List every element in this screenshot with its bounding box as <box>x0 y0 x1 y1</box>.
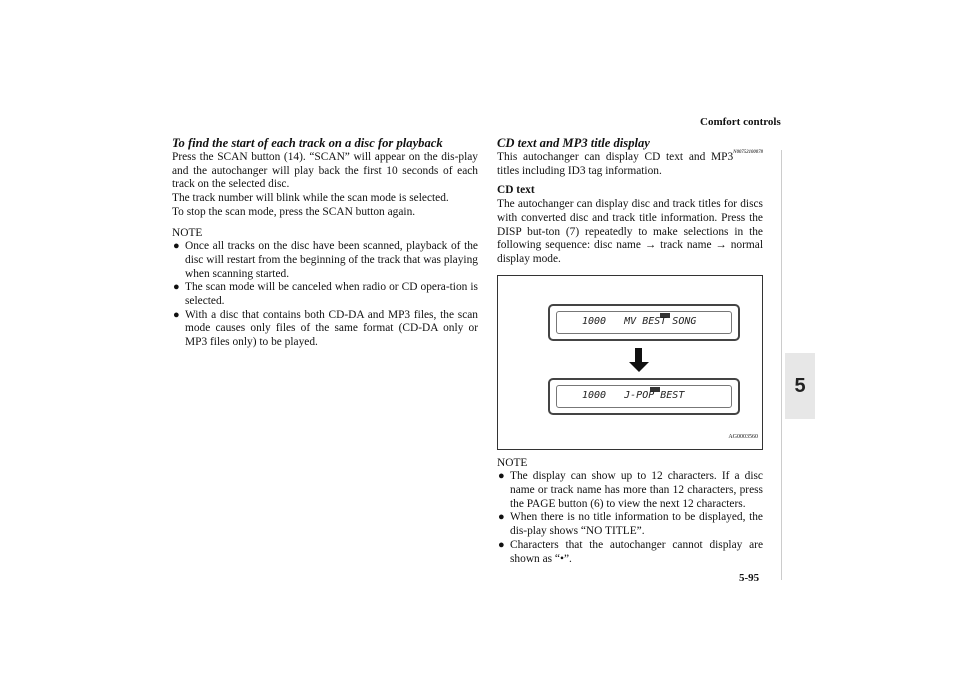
chapter-rule <box>781 150 782 580</box>
scan-notes <box>172 240 478 350</box>
lcd-bottom-text: 1000 J-POP BEST <box>582 389 685 401</box>
bullet-icon: ● <box>173 308 180 321</box>
cd-text-section-title: CD text and MP3 title display N00752100078 <box>497 136 763 151</box>
left-column <box>172 136 478 350</box>
bullet-icon: ● <box>498 511 505 524</box>
scan-paragraph-2: The track number will blink while the scan mode is selected. <box>172 192 449 205</box>
scan-paragraph-1: Press the SCAN button (14). “SCAN” will appear on the dis-play and the autochanger will play back the first 10 seconds of each track on the selected disc. <box>172 151 478 191</box>
figure-code: AG0003560 <box>728 433 758 440</box>
note-item: ● The scan mode will be canceled when radio or CD opera-tion is selected. <box>173 281 478 308</box>
cd-text-notes <box>497 470 763 566</box>
bullet-icon: ● <box>498 470 505 483</box>
cd-text-subheading: CD text <box>497 184 535 197</box>
bullet-icon: ● <box>498 538 505 551</box>
bullet-icon: ● <box>173 281 180 294</box>
page-number: 5-95 <box>739 572 760 584</box>
scan-section-title: To find the start of each track on a disc for playback <box>172 136 443 150</box>
lcd-display-bottom <box>548 378 740 415</box>
note-item: ● Characters that the autochanger cannot display are shown as “•”. <box>498 538 763 565</box>
running-header: Comfort controls <box>700 116 781 128</box>
cd-text-intro: This autochanger can display CD text and MP3 titles including ID3 tag information. <box>497 151 734 177</box>
right-column <box>497 136 763 566</box>
arrow-head-icon <box>629 362 649 372</box>
note-item: ● Once all tracks on the disc have been scanned, playback of the disc will restart from the beginning of the track that was playing when scanning started. <box>173 240 478 280</box>
lcd-top-text: 1000 MV BEST SONG <box>582 315 697 327</box>
lcd-display-top <box>548 304 740 341</box>
section-code: N00752100078 <box>733 150 763 155</box>
note-item: ● When there is no title information to be displayed, the dis-play shows “NO TITLE”. <box>498 511 763 538</box>
bullet-icon: ● <box>173 240 180 253</box>
display-illustration <box>497 275 763 450</box>
note-item: ● The display can show up to 12 characters. If a disc name or track name has more than 12 characters, press the PAGE button (6) to view the next 12 characters. <box>498 470 763 510</box>
note-label: NOTE <box>497 456 528 469</box>
cd-text-body: The autochanger can display disc and track titles for discs with converted disc and track title information. Press the DISP but-ton (7) repeatedly to make selections in the following sequence: disc name → track name → normal display mode. <box>497 198 763 265</box>
note-item: ● With a disc that contains both CD-DA and MP3 files, the scan mode causes only files of the same format (CD-DA only or MP3 files only) to be played. <box>173 308 478 349</box>
scan-paragraph-3: To stop the scan mode, press the SCAN button again. <box>172 205 416 218</box>
chapter-tab: 5 <box>785 353 815 419</box>
note-label: NOTE <box>172 226 203 239</box>
